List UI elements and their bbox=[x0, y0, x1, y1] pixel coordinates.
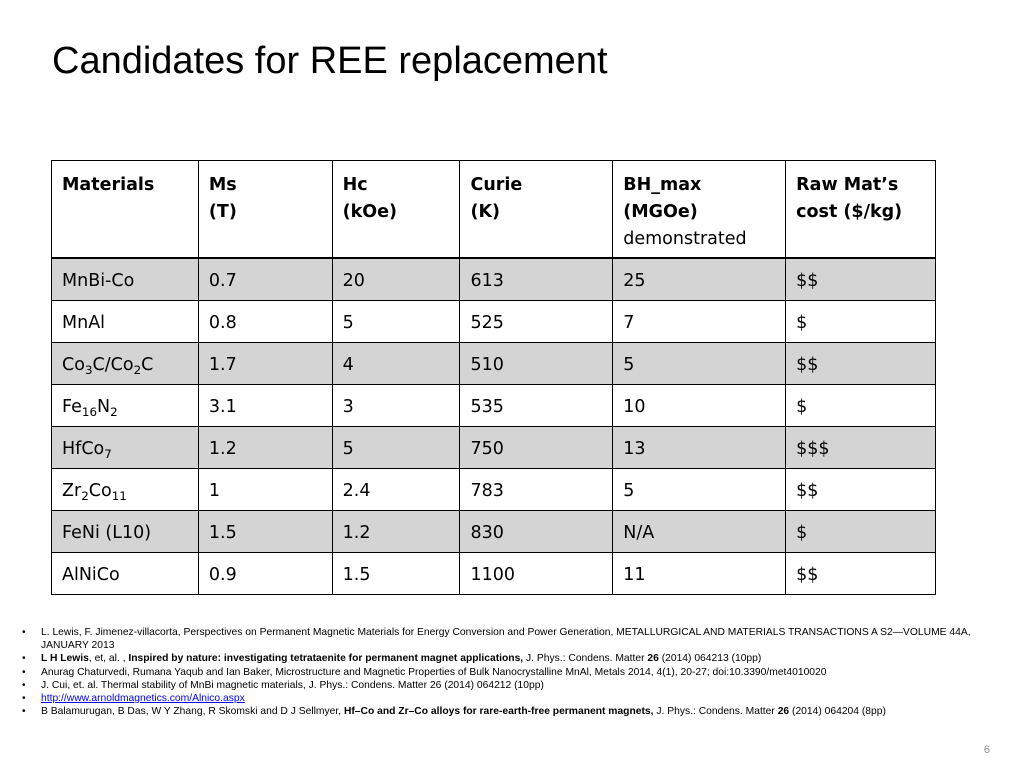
cell-material: AlNiCo bbox=[52, 553, 199, 595]
cell-raw-cost: $ bbox=[786, 301, 936, 343]
reference-link[interactable]: http://www.arnoldmagnetics.com/Alnico.aspx bbox=[41, 693, 245, 705]
materials-table bbox=[51, 160, 936, 595]
table-row bbox=[52, 385, 936, 427]
reference-item: • J. Cui, et. al. Thermal stability of MnBi magnetic materials, J. Phys.: Condens. Matter 26 (2014) 064212 (10pp) bbox=[22, 679, 997, 692]
cell-bh-max: 13 bbox=[613, 427, 786, 469]
header-materials: Materials bbox=[52, 161, 199, 259]
reference-item: • L H Lewis, et, al. , Inspired by nature: investigating tetrataenite for permanent magnet applications, J. Phys.: Condens. Matter 26 (2014) 064213 (10pp) bbox=[22, 652, 997, 665]
cell-material: $Fe_{16}N_2$ bbox=[52, 385, 199, 427]
cell-hc: 20 bbox=[332, 258, 460, 301]
cell-raw-cost: $$$ bbox=[786, 427, 936, 469]
cell-ms: 0.9 bbox=[198, 553, 332, 595]
table-row bbox=[52, 343, 936, 385]
cell-bh-max: 7 bbox=[613, 301, 786, 343]
reference-item bbox=[22, 692, 997, 705]
cell-curie: 613 bbox=[460, 258, 613, 301]
cell-ms: 1.5 bbox=[198, 511, 332, 553]
cell-raw-cost: $$ bbox=[786, 258, 936, 301]
cell-ms: 1.7 bbox=[198, 343, 332, 385]
cell-curie: 830 bbox=[460, 511, 613, 553]
table-body bbox=[52, 258, 936, 595]
cell-bh-max: N/A bbox=[613, 511, 786, 553]
cell-bh-max: 5 bbox=[613, 469, 786, 511]
header-curie: Curie (K) bbox=[460, 161, 613, 259]
cell-material: $Co_3C/Co_2C$ bbox=[52, 343, 199, 385]
cell-curie: 510 bbox=[460, 343, 613, 385]
cell-bh-max: 25 bbox=[613, 258, 786, 301]
cell-raw-cost: $$ bbox=[786, 553, 936, 595]
table-row bbox=[52, 511, 936, 553]
cell-hc: 1.5 bbox=[332, 553, 460, 595]
cell-bh-max: 5 bbox=[613, 343, 786, 385]
cell-ms: 3.1 bbox=[198, 385, 332, 427]
slide-title: Candidates for REE replacement bbox=[52, 40, 608, 82]
cell-bh-max: 10 bbox=[613, 385, 786, 427]
cell-hc: 4 bbox=[332, 343, 460, 385]
cell-curie: 535 bbox=[460, 385, 613, 427]
cell-hc: 1.2 bbox=[332, 511, 460, 553]
reference-item: • L. Lewis, F. Jimenez-villacorta, Perspectives on Permanent Magnetic Materials for Energy Conversion and Power Generation, METALLURGICAL AND MATERIALS TRANSACTIONS A S2—VOLUME 44A, JANUARY 2013 bbox=[22, 626, 997, 652]
header-hc: Hc (kOe) bbox=[332, 161, 460, 259]
cell-curie: 783 bbox=[460, 469, 613, 511]
table-row bbox=[52, 258, 936, 301]
header-bh-max: BH_max (MGOe) demonstrated bbox=[613, 161, 786, 259]
cell-hc: 5 bbox=[332, 301, 460, 343]
cell-material: $Zr_2Co_{11}$ bbox=[52, 469, 199, 511]
table-header-row bbox=[52, 161, 936, 259]
cell-hc: 5 bbox=[332, 427, 460, 469]
cell-hc: 3 bbox=[332, 385, 460, 427]
cell-ms: 1.2 bbox=[198, 427, 332, 469]
cell-curie: 1100 bbox=[460, 553, 613, 595]
cell-raw-cost: $$ bbox=[786, 343, 936, 385]
cell-material: FeNi (L10) bbox=[52, 511, 199, 553]
table-row bbox=[52, 469, 936, 511]
page-number: 6 bbox=[983, 744, 990, 756]
cell-curie: 525 bbox=[460, 301, 613, 343]
cell-ms: 0.8 bbox=[198, 301, 332, 343]
cell-material: MnBi-Co bbox=[52, 258, 199, 301]
reference-item: • Anurag Chaturvedi, Rumana Yaqub and Ian Baker, Microstructure and Magnetic Properties of Bulk Nanocrystalline MnAl, Metals 2014, 4(1), 20-27; doi:10.3390/met4010020 bbox=[22, 666, 997, 679]
cell-bh-max: 11 bbox=[613, 553, 786, 595]
header-ms: Ms (T) bbox=[198, 161, 332, 259]
cell-raw-cost: $ bbox=[786, 385, 936, 427]
cell-raw-cost: $$ bbox=[786, 469, 936, 511]
table-row bbox=[52, 427, 936, 469]
reference-item: • B Balamurugan, B Das, W Y Zhang, R Skomski and D J Sellmyer, Hf–Co and Zr–Co alloys for rare-earth-free permanent magnets, J. Phys.: Condens. Matter 26 (2014) 064204 (8pp) bbox=[22, 705, 997, 718]
table-row bbox=[52, 553, 936, 595]
cell-curie: 750 bbox=[460, 427, 613, 469]
header-raw-cost: Raw Mat’s cost ($/kg) bbox=[786, 161, 936, 259]
cell-hc: 2.4 bbox=[332, 469, 460, 511]
cell-ms: 0.7 bbox=[198, 258, 332, 301]
table-row bbox=[52, 301, 936, 343]
cell-material: MnAl bbox=[52, 301, 199, 343]
cell-ms: 1 bbox=[198, 469, 332, 511]
cell-raw-cost: $ bbox=[786, 511, 936, 553]
cell-material: HfCo$_7$ bbox=[52, 427, 199, 469]
references-list bbox=[22, 626, 997, 718]
